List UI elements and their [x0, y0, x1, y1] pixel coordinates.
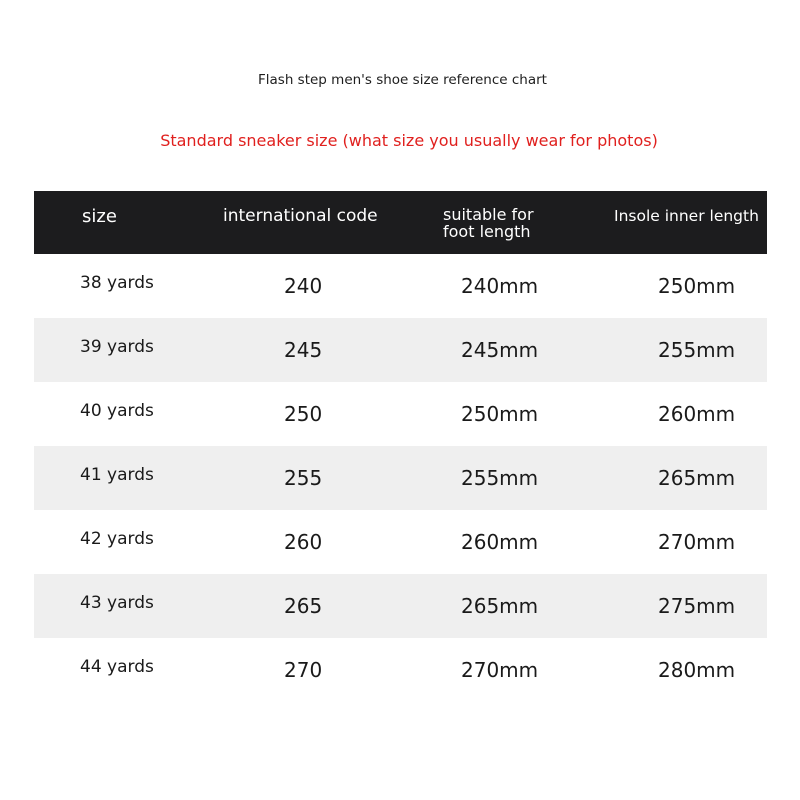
cell-size: 41 yards — [80, 465, 154, 485]
cell-insole-length: 280mm — [658, 658, 736, 682]
cell-size: 44 yards — [80, 657, 154, 677]
cell-code: 245 — [284, 338, 323, 362]
cell-insole-length: 270mm — [658, 530, 736, 554]
table-header — [34, 191, 767, 254]
cell-size: 39 yards — [80, 337, 154, 357]
cell-foot-length: 265mm — [461, 594, 539, 618]
table-row — [34, 382, 767, 446]
chart-title: Flash step men's shoe size reference chart — [258, 72, 547, 88]
table-row — [34, 318, 767, 382]
cell-foot-length: 250mm — [461, 402, 539, 426]
cell-size: 40 yards — [80, 401, 154, 421]
cell-foot-length: 245mm — [461, 338, 539, 362]
table-row — [34, 510, 767, 574]
table-row — [34, 254, 767, 318]
cell-code: 255 — [284, 466, 323, 490]
cell-code: 270 — [284, 658, 323, 682]
cell-foot-length: 255mm — [461, 466, 539, 490]
cell-insole-length: 260mm — [658, 402, 736, 426]
cell-insole-length: 255mm — [658, 338, 736, 362]
cell-code: 240 — [284, 274, 323, 298]
header-foot-length: suitable for foot length — [443, 204, 534, 241]
table-row — [34, 446, 767, 510]
cell-code: 260 — [284, 530, 323, 554]
chart-subtitle: Standard sneaker size (what size you usually wear for photos) — [160, 131, 658, 150]
cell-foot-length: 270mm — [461, 658, 539, 682]
header-insole-length: Insole inner length — [614, 207, 759, 225]
cell-size: 43 yards — [80, 593, 154, 613]
cell-insole-length: 275mm — [658, 594, 736, 618]
cell-foot-length: 240mm — [461, 274, 539, 298]
table-row — [34, 638, 767, 702]
cell-code: 265 — [284, 594, 323, 618]
size-table — [34, 191, 767, 702]
header-size: size — [82, 206, 117, 227]
cell-foot-length: 260mm — [461, 530, 539, 554]
cell-code: 250 — [284, 402, 323, 426]
header-international-code: international code — [223, 206, 378, 226]
cell-insole-length: 265mm — [658, 466, 736, 490]
cell-insole-length: 250mm — [658, 274, 736, 298]
cell-size: 42 yards — [80, 529, 154, 549]
cell-size: 38 yards — [80, 273, 154, 293]
table-row — [34, 574, 767, 638]
